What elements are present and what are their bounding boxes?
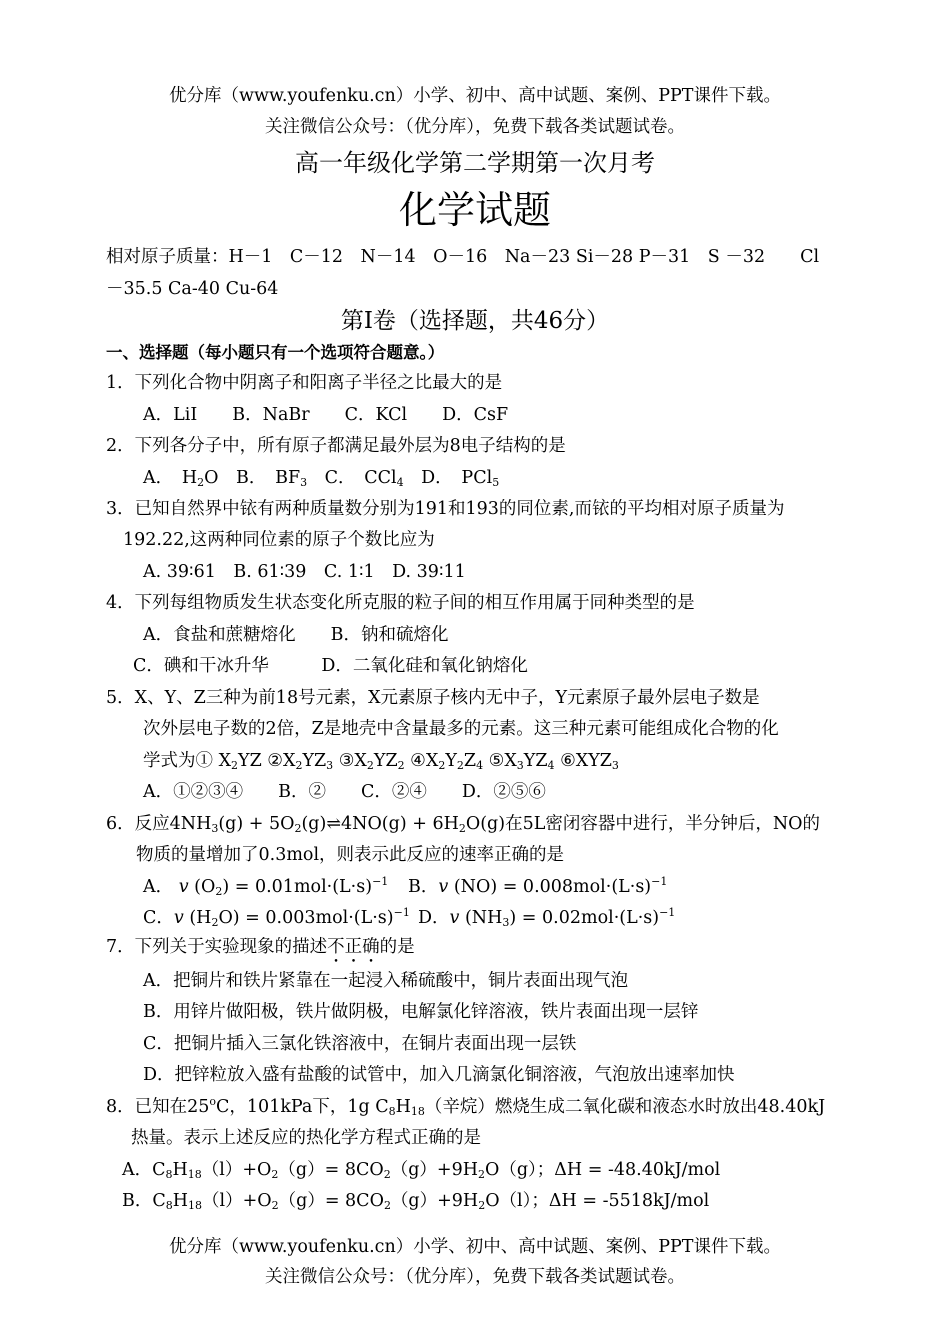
equilibrium-arrow: ⇌ (326, 814, 342, 834)
q5-options: A．①②③④ B．② C．②④ D．②⑤⑥ (143, 782, 546, 802)
footer-line-1: 优分库（www.youfenku.cn）小学、初中、高中试题、案例、PPT课件下载。 (169, 1237, 781, 1257)
q2-options: A． $H_2O$ B． $BF_3$ C． CCl$_4$ D． PCl$_5$ (143, 468, 500, 489)
q8-stem-2: 热量。表示上述反应的热化学方程式正确的是 (131, 1128, 481, 1148)
q7-stem: 7．下列关于实验现象的描述不正确的是 (106, 937, 415, 957)
q4-options-cd: C．碘和干冰升华 D．二氧化硅和氧化钠熔化 (133, 656, 528, 676)
q8-stem-1: 8．已知在25$^o$C，101kPa下，1g $C_8H_{18}$（辛烷）燃烧生成二氧化碳和液态水时放出48.40kJ (106, 1095, 826, 1118)
q5-stem-1: 5．X、Y、Z三种为前18号元素，X元素原子核内无中子，Y元素原子最外层电子数是 (106, 688, 760, 708)
header-line-2: 关注微信公众号：（优分库），免费下载各类试题试卷。 (265, 117, 685, 137)
q2-stem: 2．下列各分子中，所有原子都满足最外层为8电子结构的是 (106, 436, 566, 456)
emphasis-not-correct: 不正确 (327, 937, 380, 957)
exam-title: 化学试题 (398, 188, 551, 232)
part-title: 第Ⅰ卷（选择题，共46分） (340, 308, 610, 334)
footer-line-2: 关注微信公众号：（优分库），免费下载各类试题试卷。 (265, 1267, 685, 1287)
q8-option-b: B．$C_8H_{18}(l)+O_2(g)= 8CO_2(g)+9H_2O(l)$；ΔH = -5518kJ/mol (122, 1191, 710, 1212)
atomic-mass-line-2: －35.5 Ca-40 Cu-64 (106, 279, 279, 299)
q6-stem-1: 6．反应$4NH_3(g)$ + $5O_2(g)\rightleftharpoons 4NO(g) + 6H_2O(g)$在5L密闭容器中进行，半分钟后，NO的 (106, 814, 820, 835)
q6-option-a: A． v $(O_2) = 0.01mol\cdot(L\cdot s)^{-1}$ (143, 875, 389, 898)
q8-option-a: A．$C_8H_{18}(l)+O_2(g)= 8CO_2(g)+9H_2O(g)$；ΔH = -48.40kJ/mol (122, 1160, 721, 1181)
section-heading: 一、选择题（每小题只有一个选项符合题意。） (106, 343, 445, 362)
q3-stem-2: 192.22,这两种同位素的原子个数比应为 (123, 530, 435, 550)
q6-option-c: C．v $(H_2O) = 0.003mol\cdot(L\cdot s)^{-1}$ (143, 906, 410, 929)
q1-stem: 1．下列化合物中阴离子和阳离子半径之比最大的是 (106, 373, 503, 393)
q7-option-c: C．把铜片插入三氯化铁溶液中，在铜片表面出现一层铁 (143, 1034, 577, 1054)
q6-stem-2: 物质的量增加了0.3mol，则表示此反应的速率正确的是 (136, 845, 565, 865)
q3-stem-1: 3．已知自然界中铱有两种质量数分别为191和193的同位素,而铱的平均相对原子质量为 (106, 499, 785, 519)
q7-option-d: D．把锌粒放入盛有盐酸的试管中，加入几滴氯化铜溶液，气泡放出速率加快 (143, 1065, 735, 1085)
exam-subtitle: 高一年级化学第二学期第一次月考 (295, 149, 655, 177)
q3-options: A. 39∶61 B. 61∶39 C. 1∶1 D. 39∶11 (143, 562, 466, 582)
header-line-1: 优分库（www.youfenku.cn）小学、初中、高中试题、案例、PPT课件下载。 (169, 86, 781, 106)
q4-options-ab: A．食盐和蔗糖熔化 B．钠和硫熔化 (143, 625, 449, 645)
q5-formulas: 学式为① $X_2YZ$ $②X_2YZ_3$ $③X_2YZ_2$ $④X_2Y_2Z_4$ $⑤X_3YZ_4$ $⑥XYZ_3$ (143, 751, 619, 772)
q5-stem-2: 次外层电子数的2倍，Z是地壳中含量最多的元素。这三种元素可能组成化合物的化 (143, 719, 779, 739)
q7-option-a: A．把铜片和铁片紧靠在一起浸入稀硫酸中，铜片表面出现气泡 (143, 971, 629, 991)
q1-options: A．LiI B．NaBr C．KCl D．CsF (143, 405, 509, 425)
q4-stem: 4．下列每组物质发生状态变化所克服的粒子间的相互作用属于同种类型的是 (106, 593, 695, 613)
q6-option-d: D．v $(NH_3) = 0.02mol\cdot(L\cdot s)^{-1}$ (418, 906, 676, 929)
q6-option-b: B．v $(NO) = 0.008mol\cdot(L\cdot s)^{-1}$ (408, 875, 668, 897)
atomic-mass-line-1: 相对原子质量：H－1 C－12 N－14 O－16 Na－23 Si－28 P－31 S －32 Cl (106, 247, 820, 267)
q7-option-b: B．用锌片做阳极，铁片做阴极，电解氯化锌溶液，铁片表面出现一层锌 (143, 1002, 699, 1022)
